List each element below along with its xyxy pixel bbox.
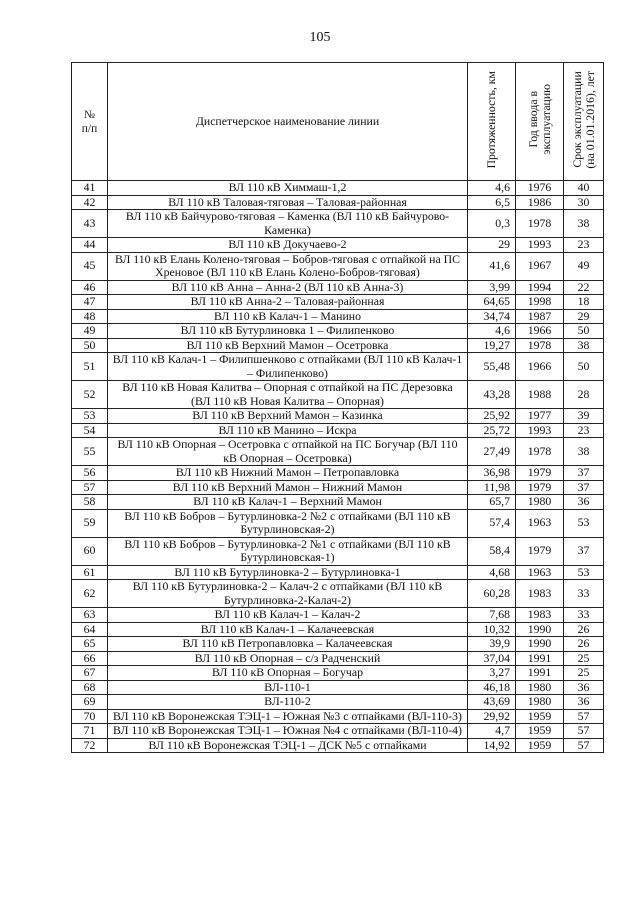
cell-line-name: ВЛ 110 кВ Бутурлиновка 1 – Филипенково	[108, 324, 468, 339]
cell-number: 51	[72, 353, 108, 381]
cell-number: 57	[72, 480, 108, 495]
table-row	[72, 309, 604, 324]
cell-line-name: ВЛ 110 кВ Елань Колено-тяговая – Бобров-тяговая с отпайкой на ПС Хреновое (ВЛ 110 кВ Елань Колено-Бобров-тяговая)	[108, 252, 468, 280]
cell-year: 1983	[516, 580, 564, 608]
cell-length: 29	[468, 238, 516, 253]
table-row	[72, 338, 604, 353]
cell-line-name: ВЛ 110 кВ Опорная – Осетровка с отпайкой на ПС Богучар (ВЛ 110 кВ Опорная – Осетровка)	[108, 438, 468, 466]
cell-year: 1980	[516, 495, 564, 510]
table-row	[72, 637, 604, 652]
cell-number: 68	[72, 680, 108, 695]
table-row	[72, 381, 604, 409]
cell-term: 36	[564, 680, 604, 695]
cell-number: 56	[72, 466, 108, 481]
cell-length: 34,74	[468, 309, 516, 324]
cell-year: 1983	[516, 608, 564, 623]
cell-line-name: ВЛ 110 кВ Анна-2 – Таловая-районная	[108, 295, 468, 310]
table-row	[72, 353, 604, 381]
cell-term: 28	[564, 381, 604, 409]
cell-length: 6,5	[468, 195, 516, 210]
cell-year: 1979	[516, 537, 564, 565]
cell-year: 1963	[516, 509, 564, 537]
header-number-line1: №	[84, 108, 95, 121]
cell-length: 36,98	[468, 466, 516, 481]
cell-length: 0,3	[468, 210, 516, 238]
cell-length: 29,92	[468, 709, 516, 724]
table-row	[72, 537, 604, 565]
cell-term: 57	[564, 724, 604, 739]
table-row	[72, 608, 604, 623]
table-row	[72, 210, 604, 238]
cell-year: 1966	[516, 353, 564, 381]
cell-term: 57	[564, 738, 604, 753]
cell-line-name: ВЛ 110 кВ Калач-1 – Верхний Мамон	[108, 495, 468, 510]
cell-year: 1988	[516, 381, 564, 409]
cell-number: 70	[72, 709, 108, 724]
cell-length: 46,18	[468, 680, 516, 695]
cell-year: 1966	[516, 324, 564, 339]
cell-length: 3,99	[468, 280, 516, 295]
cell-line-name: ВЛ 110 кВ Калач-1 – Калачеевская	[108, 622, 468, 637]
cell-line-name: ВЛ 110 кВ Калач-1 – Калач-2	[108, 608, 468, 623]
cell-year: 1979	[516, 466, 564, 481]
table-row	[72, 181, 604, 196]
cell-line-name: ВЛ 110 кВ Новая Калитва – Опорная с отпайкой на ПС Дерезовка (ВЛ 110 кВ Новая Калитва – Опорная)	[108, 381, 468, 409]
cell-number: 49	[72, 324, 108, 339]
power-lines-table	[71, 62, 604, 753]
cell-line-name: ВЛ-110-1	[108, 680, 468, 695]
cell-year: 1994	[516, 280, 564, 295]
cell-term: 29	[564, 309, 604, 324]
cell-term: 33	[564, 608, 604, 623]
cell-number: 45	[72, 252, 108, 280]
cell-term: 30	[564, 195, 604, 210]
cell-length: 43,28	[468, 381, 516, 409]
cell-length: 64,65	[468, 295, 516, 310]
cell-number: 47	[72, 295, 108, 310]
cell-line-name: ВЛ 110 кВ Верхний Мамон – Осетровка	[108, 338, 468, 353]
cell-term: 57	[564, 709, 604, 724]
cell-length: 41,6	[468, 252, 516, 280]
cell-year: 1967	[516, 252, 564, 280]
header-year	[516, 63, 564, 181]
table-row	[72, 324, 604, 339]
cell-length: 7,68	[468, 608, 516, 623]
table-row	[72, 495, 604, 510]
cell-length: 27,49	[468, 438, 516, 466]
cell-length: 43,69	[468, 695, 516, 710]
cell-term: 40	[564, 181, 604, 196]
cell-term: 23	[564, 423, 604, 438]
cell-line-name: ВЛ 110 кВ Химмаш-1,2	[108, 181, 468, 196]
cell-term: 33	[564, 580, 604, 608]
cell-line-name: ВЛ 110 кВ Байчурово-тяговая – Каменка (ВЛ 110 кВ Байчурово-Каменка)	[108, 210, 468, 238]
cell-year: 1978	[516, 210, 564, 238]
cell-term: 53	[564, 565, 604, 580]
cell-line-name: ВЛ 110 кВ Бутурлиновка-2 – Калач-2 с отпайками (ВЛ 110 кВ Бутурлиновка-2-Калач-2)	[108, 580, 468, 608]
cell-term: 23	[564, 238, 604, 253]
cell-line-name: ВЛ 110 кВ Манино – Искра	[108, 423, 468, 438]
cell-number: 65	[72, 637, 108, 652]
cell-term: 50	[564, 353, 604, 381]
cell-year: 1980	[516, 680, 564, 695]
cell-term: 38	[564, 210, 604, 238]
cell-number: 44	[72, 238, 108, 253]
cell-line-name: ВЛ 110 кВ Нижний Мамон – Петропавловка	[108, 466, 468, 481]
cell-line-name: ВЛ 110 кВ Докучаево-2	[108, 238, 468, 253]
table-row	[72, 480, 604, 495]
table-row	[72, 238, 604, 253]
header-term-line2: (на 01.01.2016), лет	[582, 70, 597, 169]
cell-term: 53	[564, 509, 604, 537]
table-row	[72, 622, 604, 637]
page-number: 105	[309, 30, 331, 45]
cell-length: 65,7	[468, 495, 516, 510]
cell-number: 72	[72, 738, 108, 753]
cell-length: 3,27	[468, 666, 516, 681]
cell-term: 50	[564, 324, 604, 339]
header-number	[72, 63, 108, 181]
cell-length: 57,4	[468, 509, 516, 537]
cell-length: 4,68	[468, 565, 516, 580]
table-row	[72, 666, 604, 681]
cell-year: 1959	[516, 724, 564, 739]
cell-year: 1963	[516, 565, 564, 580]
cell-line-name: ВЛ 110 кВ Бутурлиновка-2 – Бутурлиновка-1	[108, 565, 468, 580]
cell-term: 26	[564, 637, 604, 652]
cell-number: 43	[72, 210, 108, 238]
cell-length: 4,7	[468, 724, 516, 739]
cell-year: 1991	[516, 651, 564, 666]
cell-line-name: ВЛ 110 кВ Бобров – Бутурлиновка-2 №1 с отпайками (ВЛ 110 кВ Бутурлиновская-1)	[108, 537, 468, 565]
cell-line-name: ВЛ 110 кВ Воронежская ТЭЦ-1 – Южная №3 с отпайками (ВЛ-110-3)	[108, 709, 468, 724]
cell-year: 1987	[516, 309, 564, 324]
cell-length: 4,6	[468, 181, 516, 196]
table-row	[72, 195, 604, 210]
cell-number: 61	[72, 565, 108, 580]
cell-length: 37,04	[468, 651, 516, 666]
cell-term: 36	[564, 495, 604, 510]
cell-number: 42	[72, 195, 108, 210]
cell-line-name: ВЛ 110 кВ Таловая-тяговая – Таловая-районная	[108, 195, 468, 210]
cell-number: 48	[72, 309, 108, 324]
cell-term: 39	[564, 409, 604, 424]
cell-year: 1976	[516, 181, 564, 196]
cell-year: 1959	[516, 709, 564, 724]
cell-length: 4,6	[468, 324, 516, 339]
cell-length: 39,9	[468, 637, 516, 652]
header-term-label	[571, 71, 597, 169]
cell-term: 25	[564, 666, 604, 681]
cell-year: 1990	[516, 622, 564, 637]
cell-term: 18	[564, 295, 604, 310]
cell-term: 37	[564, 537, 604, 565]
cell-number: 64	[72, 622, 108, 637]
table-row	[72, 423, 604, 438]
cell-year: 1979	[516, 480, 564, 495]
cell-year: 1977	[516, 409, 564, 424]
cell-number: 53	[72, 409, 108, 424]
header-year-line2: эксплуатацию	[538, 84, 553, 156]
cell-line-name: ВЛ 110 кВ Петропавловка – Калачеевская	[108, 637, 468, 652]
table-body	[72, 181, 604, 753]
cell-length: 11,98	[468, 480, 516, 495]
cell-year: 1978	[516, 438, 564, 466]
header-year-label	[527, 84, 553, 155]
cell-term: 26	[564, 622, 604, 637]
header-number-line2: п/п	[81, 122, 98, 135]
cell-length: 25,72	[468, 423, 516, 438]
cell-length: 19,27	[468, 338, 516, 353]
table-row	[72, 565, 604, 580]
table-row	[72, 738, 604, 753]
table-header-row	[72, 63, 604, 181]
cell-number: 59	[72, 509, 108, 537]
cell-year: 1986	[516, 195, 564, 210]
table-row	[72, 466, 604, 481]
cell-line-name: ВЛ 110 кВ Анна – Анна-2 (ВЛ 110 кВ Анна-3)	[108, 280, 468, 295]
header-length	[468, 63, 516, 181]
cell-line-name: ВЛ 110 кВ Воронежская ТЭЦ-1 – ДСК №5 с отпайками	[108, 738, 468, 753]
table-row	[72, 651, 604, 666]
cell-number: 50	[72, 338, 108, 353]
header-year-line1: Год ввода в	[525, 91, 540, 149]
cell-term: 49	[564, 252, 604, 280]
header-length-label: Протяженность, км	[484, 70, 498, 169]
cell-line-name: ВЛ 110 кВ Верхний Мамон – Нижний Мамон	[108, 480, 468, 495]
cell-number: 66	[72, 651, 108, 666]
cell-term: 37	[564, 466, 604, 481]
cell-number: 69	[72, 695, 108, 710]
cell-number: 60	[72, 537, 108, 565]
cell-number: 71	[72, 724, 108, 739]
cell-line-name: ВЛ 110 кВ Калач-1 – Манино	[108, 309, 468, 324]
cell-line-name: ВЛ 110 кВ Опорная – Богучар	[108, 666, 468, 681]
cell-year: 1993	[516, 238, 564, 253]
cell-length: 10,32	[468, 622, 516, 637]
cell-number: 55	[72, 438, 108, 466]
table-row	[72, 695, 604, 710]
table-row	[72, 509, 604, 537]
cell-year: 1959	[516, 738, 564, 753]
cell-term: 38	[564, 438, 604, 466]
cell-number: 54	[72, 423, 108, 438]
cell-term: 25	[564, 651, 604, 666]
cell-number: 63	[72, 608, 108, 623]
table-row	[72, 709, 604, 724]
table-row	[72, 580, 604, 608]
cell-number: 58	[72, 495, 108, 510]
cell-term: 22	[564, 280, 604, 295]
cell-term: 38	[564, 338, 604, 353]
cell-year: 1991	[516, 666, 564, 681]
cell-length: 58,4	[468, 537, 516, 565]
cell-line-name: ВЛ 110 кВ Бобров – Бутурлиновка-2 №2 с отпайками (ВЛ 110 кВ Бутурлиновская-2)	[108, 509, 468, 537]
cell-number: 46	[72, 280, 108, 295]
cell-number: 62	[72, 580, 108, 608]
cell-year: 1980	[516, 695, 564, 710]
cell-year: 1978	[516, 338, 564, 353]
table-row	[72, 438, 604, 466]
cell-line-name: ВЛ 110 кВ Верхний Мамон – Казинка	[108, 409, 468, 424]
table-row	[72, 280, 604, 295]
cell-year: 1998	[516, 295, 564, 310]
cell-term: 36	[564, 695, 604, 710]
cell-number: 52	[72, 381, 108, 409]
cell-number: 41	[72, 181, 108, 196]
cell-term: 37	[564, 480, 604, 495]
header-line-name: Диспетчерское наименование линии	[108, 63, 468, 181]
header-term-line1: Срок эксплуатации	[569, 71, 584, 168]
cell-length: 14,92	[468, 738, 516, 753]
cell-line-name: ВЛ-110-2	[108, 695, 468, 710]
cell-line-name: ВЛ 110 кВ Воронежская ТЭЦ-1 – Южная №4 с отпайками (ВЛ-110-4)	[108, 724, 468, 739]
cell-line-name: ВЛ 110 кВ Опорная – с/з Радченский	[108, 651, 468, 666]
table-row	[72, 680, 604, 695]
cell-length: 55,48	[468, 353, 516, 381]
cell-year: 1993	[516, 423, 564, 438]
header-term	[564, 63, 604, 181]
cell-year: 1990	[516, 637, 564, 652]
table-row	[72, 409, 604, 424]
table-row	[72, 295, 604, 310]
cell-length: 25,92	[468, 409, 516, 424]
cell-line-name: ВЛ 110 кВ Калач-1 – Филипшенково с отпайками (ВЛ 110 кВ Калач-1 – Филипенково)	[108, 353, 468, 381]
table-row	[72, 724, 604, 739]
table-row	[72, 252, 604, 280]
cell-number: 67	[72, 666, 108, 681]
cell-length: 60,28	[468, 580, 516, 608]
